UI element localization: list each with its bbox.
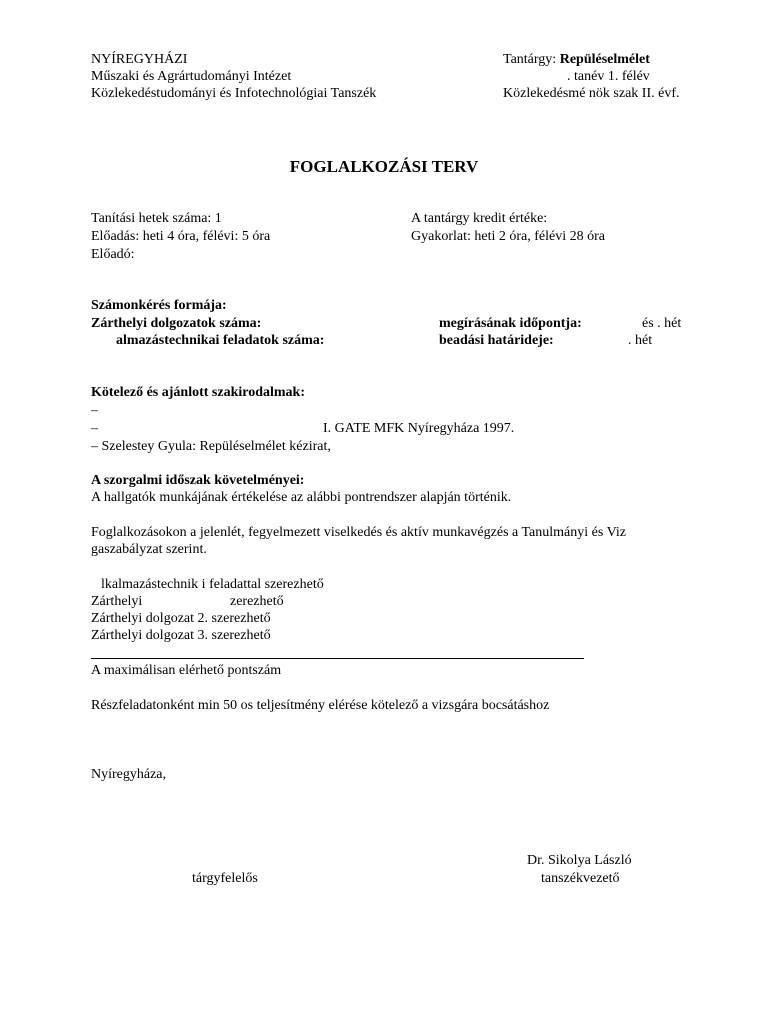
- academic-term: . tanév 1. félév: [567, 69, 650, 84]
- lecturer: Előadó:: [91, 247, 135, 262]
- institute-name: Műszaki és Agrártudományi Intézet: [91, 69, 292, 84]
- signatory-name: Dr. Sikolya László: [527, 853, 632, 868]
- institution-name: NYÍREGYHÁZI: [91, 52, 188, 67]
- literature-item-2-bullet: –: [91, 421, 98, 436]
- subject-line: [503, 51, 650, 68]
- tasks-count-label: almazástechnikai feladatok száma:: [116, 333, 325, 348]
- subject-label: Tantárgy:: [503, 52, 560, 67]
- points-total: A maximálisan elérhető pontszám: [91, 663, 282, 678]
- lecture-hours: Előadás: heti 4 óra, félévi: 5 óra: [91, 229, 271, 244]
- conduct-text-line-1: Foglalkozásokon a jelenlét, fegyelmezett viselkedés és aktív munkavégzés a Tanulmányi és Viz: [91, 525, 626, 540]
- subject-value: Repüléselmélet: [559, 52, 650, 67]
- total-divider: [91, 658, 584, 659]
- credit-value: A tantárgy kredit értéke:: [411, 211, 548, 226]
- tests-date-label: megírásának időpontja:: [439, 316, 582, 331]
- document-title: FOGLALKOZÁSI TERV: [289, 157, 479, 176]
- tests-count-label: Zárthelyi dolgozatok száma:: [91, 316, 262, 331]
- subject-responsible: tárgyfelelős: [192, 871, 258, 886]
- literature-item-1: –: [91, 403, 98, 418]
- requirements-heading: A szorgalmi időszak követelményei:: [91, 473, 305, 488]
- points-row-test-3: Zárthelyi dolgozat 3. szerezhető: [91, 628, 271, 643]
- tests-date-value: és . hét: [642, 316, 682, 331]
- tasks-deadline-value: . hét: [628, 333, 653, 348]
- teaching-weeks: Tanítási hetek száma: 1: [91, 211, 222, 226]
- minimum-requirement: Részfeladatonként min 50 os teljesítmény elérése kötelező a vizsgára bocsátáshoz: [91, 698, 550, 713]
- conduct-text-line-2: gaszabályzat szerint.: [91, 542, 207, 557]
- department-name: Közlekedéstudományi és Infotechnológiai Tanszék: [91, 86, 377, 101]
- place: Nyíregyháza,: [91, 767, 167, 782]
- literature-heading: Kötelező és ajánlott szakirodalmak:: [91, 385, 305, 400]
- points-row-test-1-suffix: zerezhető: [230, 594, 284, 609]
- literature-item-2: I. GATE MFK Nyíregyháza 1997.: [323, 421, 515, 436]
- practice-hours: Gyakorlat: heti 2 óra, félévi 28 óra: [411, 229, 605, 244]
- points-row-application: lkalmazástechnik i feladattal szerezhető: [101, 577, 324, 592]
- literature-item-3: – Szelestey Gyula: Repüléselmélet kézirat,: [91, 439, 331, 454]
- requirements-text: A hallgatók munkájának értékelése az alábbi pontrendszer alapján történik.: [91, 490, 512, 505]
- tasks-deadline-label: beadási határideje:: [439, 333, 554, 348]
- head-of-department: tanszékvezető: [541, 871, 620, 886]
- program-year: Közlekedésmé nök szak II. évf.: [503, 86, 680, 101]
- assessment-heading: Számonkérés formája:: [91, 298, 227, 313]
- points-row-test-2: Zárthelyi dolgozat 2. szerezhető: [91, 611, 271, 626]
- points-row-test-1: Zárthelyi: [91, 594, 143, 609]
